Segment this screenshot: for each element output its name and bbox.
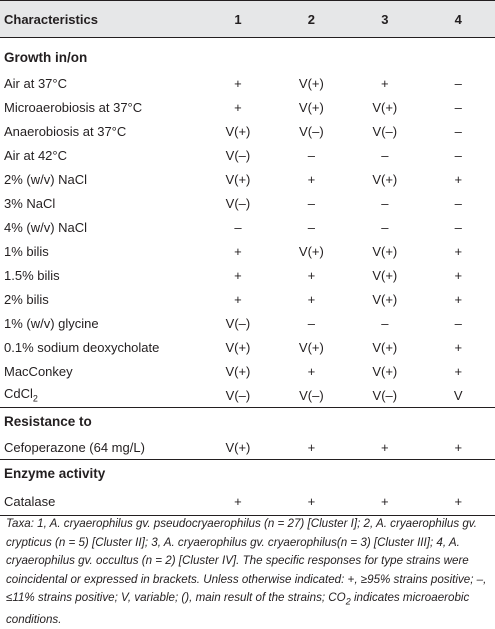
section-title: Growth in/on bbox=[4, 50, 88, 65]
header-taxon-2: 2 bbox=[275, 1, 348, 38]
cell-value: – bbox=[454, 147, 462, 163]
cell-value: + bbox=[454, 267, 463, 283]
row-label: Anaerobiosis at 37°C bbox=[4, 123, 127, 139]
header-taxon-1: 1 bbox=[201, 1, 274, 38]
cell-value: – bbox=[454, 195, 462, 211]
row-label: 1% bilis bbox=[4, 243, 49, 259]
cell-value: + bbox=[234, 75, 242, 91]
cell-value: V(+) bbox=[372, 99, 398, 115]
footnote-text: Taxa: 1, A. cryaerophilus gv. pseudocryaerophilus (n = 27) [Cluster I]; 2, A. cryaerophilus gv. crypticus (n = 5) [Cluster II]; 3, A. cryaerophilus gv. cryaerophilus(n = 3) [Cluster III]; 4, A. cryaerophilus gv. occultus (n = 2) [Cluster IV]. The specific responses for type strains were coincidental or expressed in brackets. Unless otherwise indicated: +, ≥95% strains positive; –, ≤11% strains positive; V, variable; (), main result of the strains; CO bbox=[6, 517, 487, 604]
cell-value: + bbox=[234, 99, 242, 115]
cell-value: V(+) bbox=[372, 267, 398, 283]
cell-value: + bbox=[307, 171, 316, 187]
table-header-row bbox=[0, 1, 495, 38]
footnote-co2-subscript: 2 bbox=[345, 596, 351, 607]
cell-value: + bbox=[275, 487, 348, 516]
cell-value: V(+) bbox=[298, 75, 324, 91]
header-taxon-3: 3 bbox=[348, 1, 421, 38]
cell-value: + bbox=[454, 439, 463, 455]
cell-value: V bbox=[453, 387, 463, 403]
table-row bbox=[0, 311, 495, 335]
cell-value: + bbox=[234, 291, 242, 307]
cell-value: V(+) bbox=[298, 339, 324, 355]
cell-value: V(–) bbox=[372, 123, 398, 139]
cell-value: V(–) bbox=[225, 195, 251, 211]
cell-value: – bbox=[454, 99, 462, 115]
row-label bbox=[0, 383, 201, 408]
row-label-subscript: 2 bbox=[32, 393, 38, 404]
cell-value: – bbox=[454, 219, 462, 235]
cell-value: – bbox=[454, 75, 462, 91]
table-row bbox=[0, 143, 495, 167]
cell-value: + bbox=[307, 267, 316, 283]
table-row bbox=[0, 191, 495, 215]
cell-value: V(+) bbox=[225, 363, 251, 379]
cell-value: V(+) bbox=[225, 339, 251, 355]
cell-value: V(+) bbox=[298, 243, 324, 259]
cell-value: V(–) bbox=[372, 387, 398, 403]
table-row bbox=[0, 359, 495, 383]
cell-value: + bbox=[201, 487, 274, 516]
cell-value: + bbox=[422, 487, 495, 516]
cell-value: + bbox=[348, 487, 421, 516]
table-row bbox=[0, 383, 495, 408]
cell-value: + bbox=[234, 267, 242, 283]
cell-value: V(–) bbox=[299, 123, 324, 139]
row-label: 2% (w/v) NaCl bbox=[4, 171, 88, 187]
table-footnote bbox=[6, 515, 490, 629]
cell-value: + bbox=[454, 171, 463, 187]
row-label: Microaerobiosis at 37°C bbox=[4, 99, 143, 115]
table-row bbox=[0, 215, 495, 239]
cell-value: + bbox=[454, 291, 463, 307]
section-title: Resistance to bbox=[4, 414, 92, 429]
table-row bbox=[0, 119, 495, 143]
footnote-text-end: indicates microaerobic conditions. bbox=[6, 591, 470, 626]
table-row bbox=[0, 239, 495, 263]
cell-value: + bbox=[381, 439, 389, 455]
cell-value: V(+) bbox=[225, 439, 251, 455]
cell-value: – bbox=[307, 195, 315, 211]
cell-value: + bbox=[234, 243, 242, 259]
cell-value: + bbox=[307, 439, 316, 455]
row-label: 0.1% sodium deoxycholate bbox=[4, 339, 160, 355]
row-label: 2% bilis bbox=[4, 291, 49, 307]
cell-value: + bbox=[307, 363, 316, 379]
cell-value: + bbox=[454, 339, 463, 355]
cell-value: V(+) bbox=[225, 123, 251, 139]
cell-value: V(+) bbox=[225, 171, 251, 187]
cell-value: + bbox=[454, 363, 463, 379]
table-row bbox=[0, 335, 495, 359]
table-row bbox=[0, 167, 495, 191]
row-label: 1.5% bilis bbox=[4, 267, 60, 283]
cell-value: + bbox=[381, 75, 389, 91]
section-title: Enzyme activity bbox=[4, 466, 106, 481]
cell-value: + bbox=[307, 291, 316, 307]
cell-value: + bbox=[454, 243, 463, 259]
cell-value: – bbox=[234, 219, 242, 235]
row-label: MacConkey bbox=[4, 363, 73, 379]
cell-value: – bbox=[381, 315, 389, 331]
row-label: 1% (w/v) glycine bbox=[4, 315, 99, 331]
cell-value: – bbox=[381, 219, 389, 235]
cell-value: V(+) bbox=[298, 99, 324, 115]
section-growth bbox=[0, 44, 495, 71]
cell-value: – bbox=[307, 147, 315, 163]
row-label: Cefoperazone (64 mg/L) bbox=[4, 439, 145, 455]
table-row bbox=[0, 71, 495, 95]
table-row bbox=[0, 487, 495, 516]
row-label: Air at 37°C bbox=[4, 75, 68, 91]
cell-value: V(–) bbox=[225, 147, 251, 163]
cell-value: – bbox=[381, 147, 389, 163]
cell-value: V(+) bbox=[372, 363, 398, 379]
header-characteristics: Characteristics bbox=[0, 1, 201, 38]
row-label: 4% (w/v) NaCl bbox=[4, 219, 88, 235]
cell-value: – bbox=[454, 315, 462, 331]
section-enzyme bbox=[0, 460, 495, 488]
row-label: Catalase bbox=[0, 487, 201, 516]
section-resistance bbox=[0, 408, 495, 436]
cell-value: V(+) bbox=[372, 171, 398, 187]
cell-value: V(+) bbox=[372, 291, 398, 307]
table-row bbox=[0, 435, 495, 460]
row-label: 3% NaCl bbox=[4, 195, 56, 211]
cell-value: V(–) bbox=[225, 387, 251, 403]
cell-value: V(–) bbox=[299, 387, 324, 403]
cell-value: V(–) bbox=[225, 315, 251, 331]
cell-value: V(+) bbox=[372, 243, 398, 259]
table-row bbox=[0, 263, 495, 287]
table-row bbox=[0, 95, 495, 119]
cell-value: – bbox=[454, 123, 462, 139]
cell-value: – bbox=[307, 219, 315, 235]
row-label-main: CdCl bbox=[4, 386, 33, 402]
cell-value: – bbox=[381, 195, 389, 211]
cell-value: – bbox=[307, 315, 315, 331]
table-row bbox=[0, 287, 495, 311]
header-taxon-4: 4 bbox=[422, 1, 495, 38]
row-label: Air at 42°C bbox=[4, 147, 68, 163]
cell-value: V(+) bbox=[372, 339, 398, 355]
